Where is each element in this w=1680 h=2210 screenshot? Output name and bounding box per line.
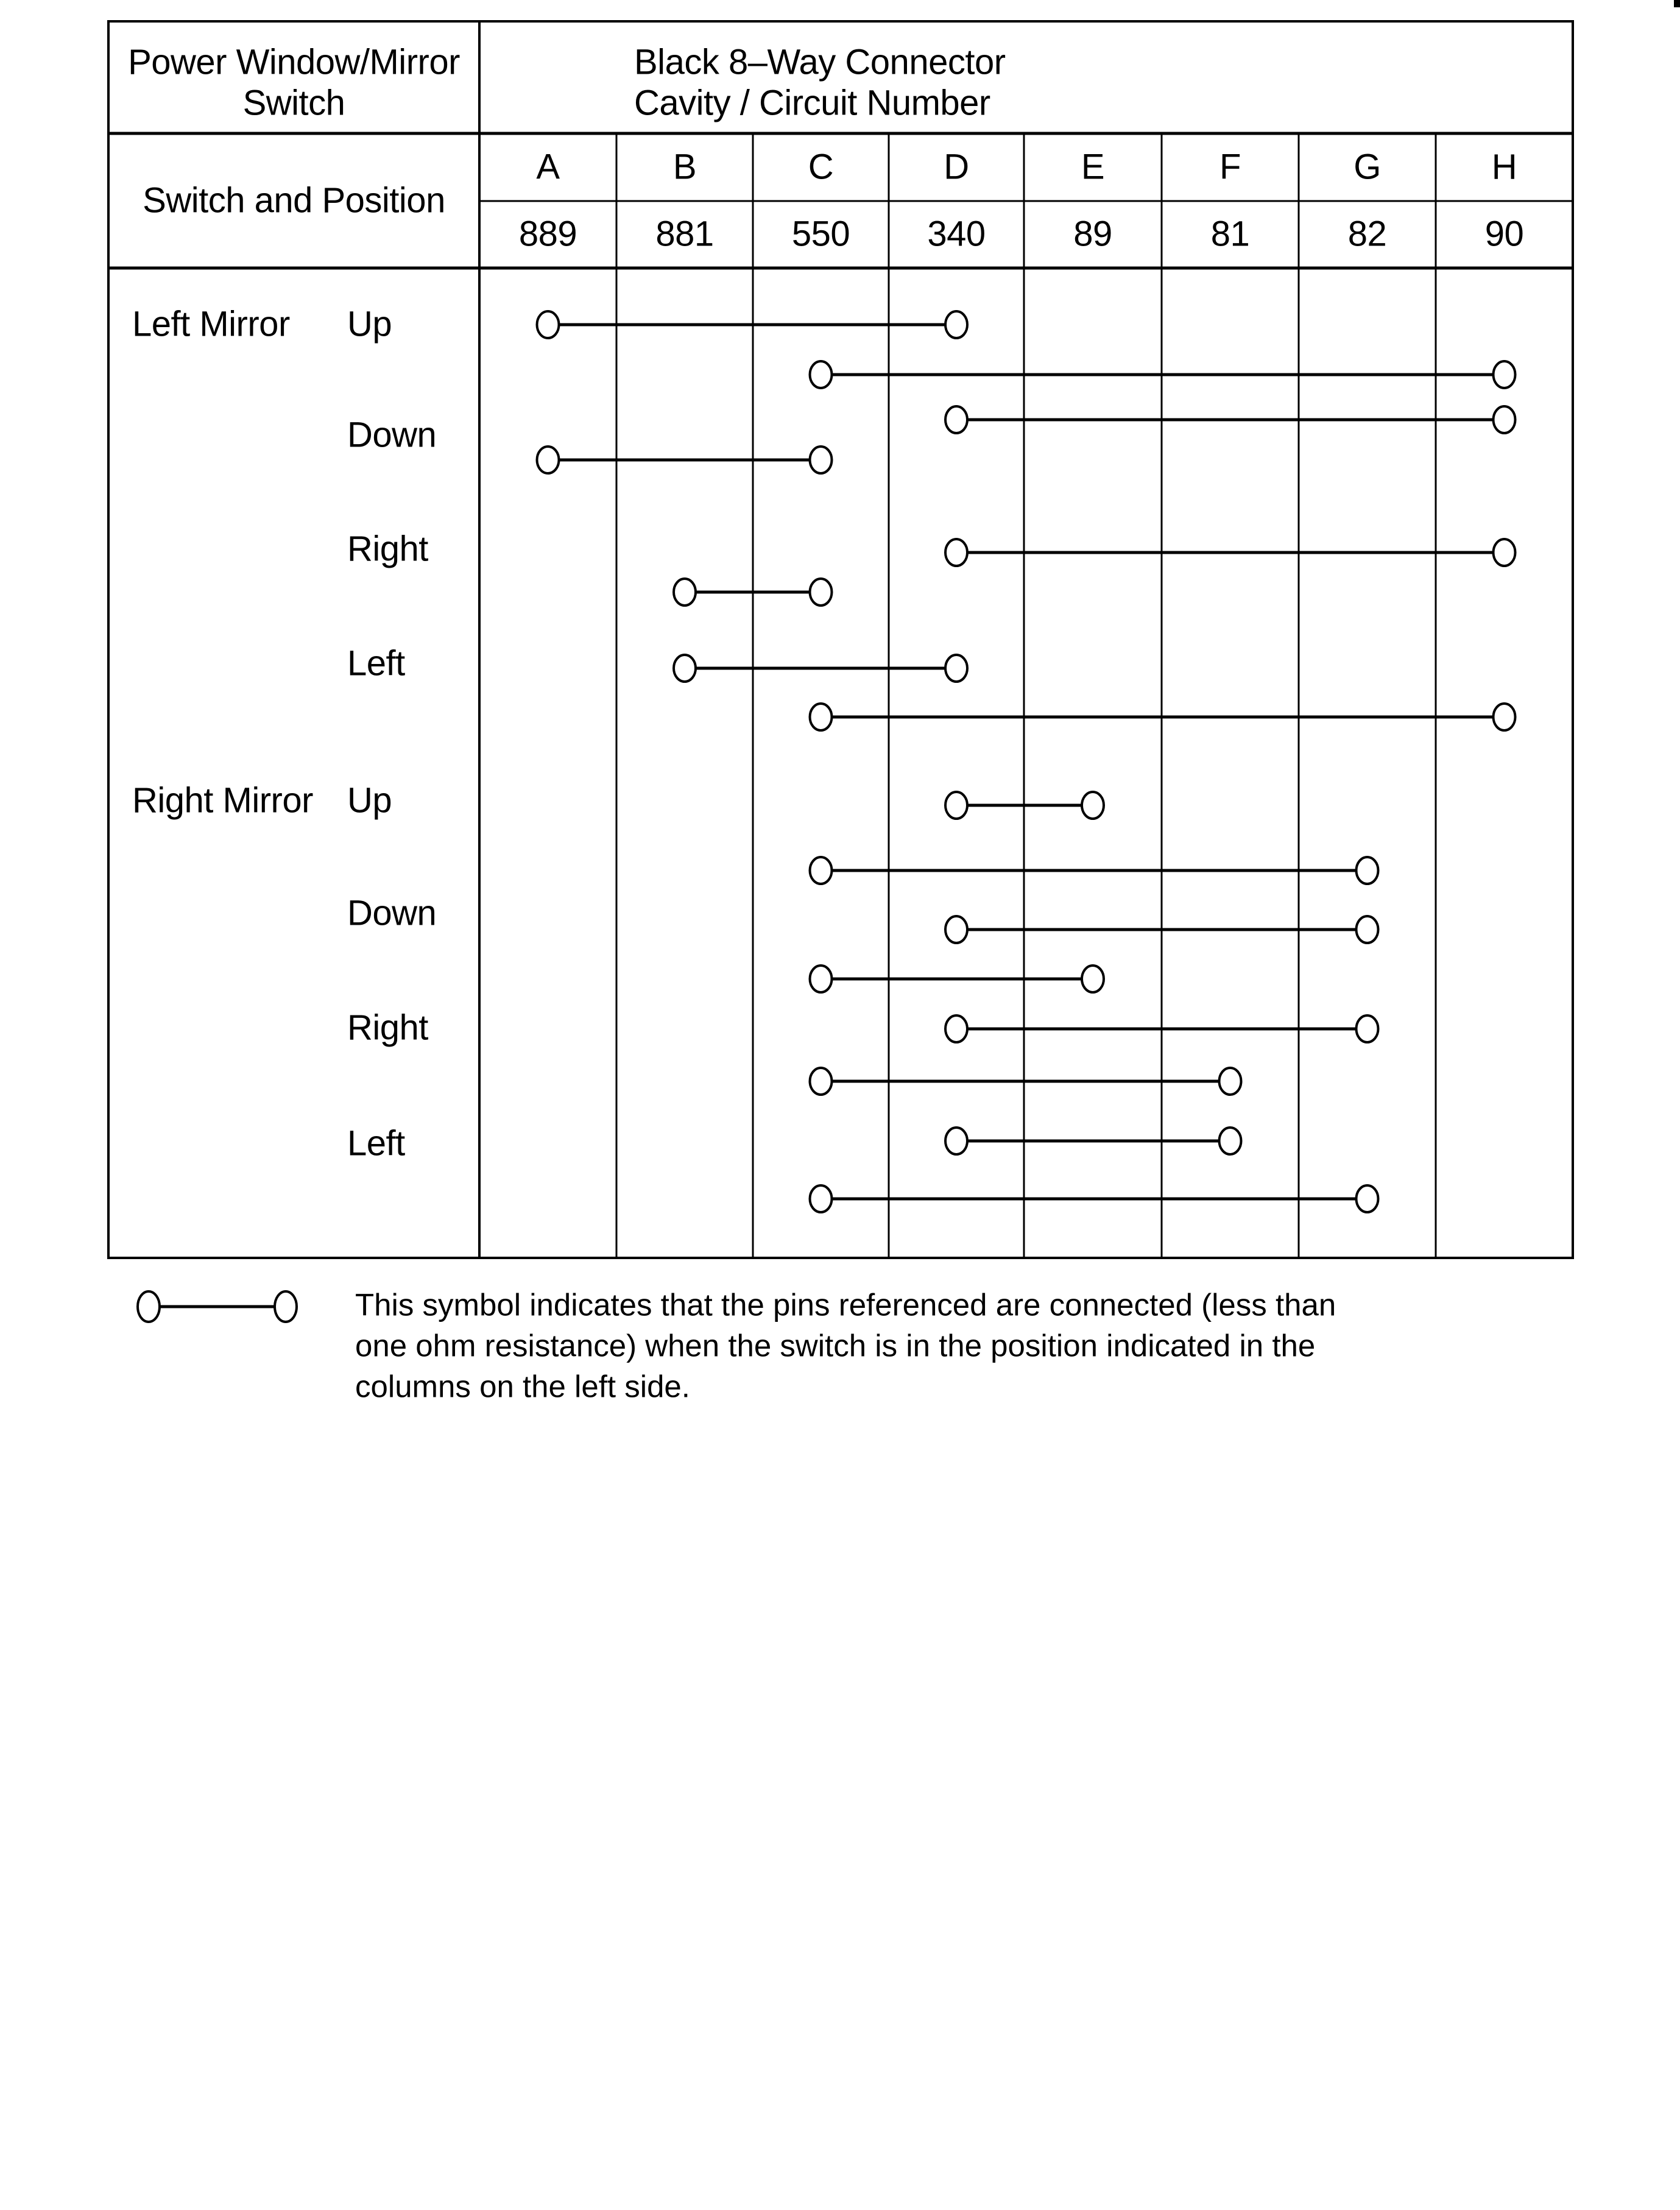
pin-circle-H [1494, 361, 1516, 388]
pin-circle-H [1494, 704, 1516, 730]
column-cavity-E: E [1081, 147, 1105, 187]
pin-circle-D [945, 1128, 967, 1154]
legend-pin-circle-left [138, 1291, 160, 1322]
column-circuit-B: 881 [655, 214, 714, 254]
pin-circle-B [674, 655, 696, 682]
position-label: Right [347, 1008, 428, 1048]
column-cavity-F: F [1219, 147, 1241, 187]
pin-circle-H [1494, 539, 1516, 566]
pin-circle-A [537, 447, 559, 473]
switch-group-label: Left Mirror [132, 304, 290, 344]
table-title-right-line2: Cavity / Circuit Number [634, 83, 990, 123]
position-label: Left [347, 1123, 405, 1163]
pin-circle-D [945, 916, 967, 943]
pin-circle-D [945, 1015, 967, 1042]
pin-circle-F [1219, 1068, 1241, 1095]
pin-circle-C [810, 1068, 832, 1095]
scan-artifact-mark [1674, 0, 1680, 7]
pin-circle-D [945, 406, 967, 433]
pin-circle-G [1357, 1185, 1378, 1212]
position-label: Right [347, 529, 428, 569]
pin-circle-E [1082, 966, 1104, 992]
legend-pin-circle-right [275, 1291, 297, 1322]
pin-circle-H [1494, 406, 1516, 433]
pin-circle-D [945, 655, 967, 682]
position-label: Down [347, 893, 437, 933]
column-circuit-F: 81 [1210, 214, 1250, 254]
table-title-left-line2: Switch [242, 83, 345, 123]
position-label: Down [347, 415, 437, 455]
legend-text-line3: columns on the left side. [355, 1369, 690, 1404]
pin-circle-C [810, 579, 832, 605]
position-label: Up [347, 304, 392, 344]
pin-circle-C [810, 447, 832, 473]
column-circuit-C: 550 [791, 214, 850, 254]
pin-circle-G [1357, 1015, 1378, 1042]
column-cavity-H: H [1491, 147, 1517, 187]
pin-circle-F [1219, 1128, 1241, 1154]
table-title-right-line1: Black 8–Way Connector [634, 42, 1006, 82]
column-circuit-A: 889 [518, 214, 577, 254]
switch-and-position-header: Switch and Position [143, 180, 445, 221]
column-cavity-C: C [808, 147, 834, 187]
legend-text-line1: This symbol indicates that the pins referenced are connected (less than [355, 1287, 1336, 1322]
table-title-left-line1: Power Window/Mirror [128, 42, 460, 82]
pin-circle-G [1357, 916, 1378, 943]
position-label: Up [347, 780, 392, 821]
pin-circle-C [810, 704, 832, 730]
legend-text-line2: one ohm resistance) when the switch is in the position indicated in the [355, 1328, 1316, 1363]
pin-circle-G [1357, 857, 1378, 884]
column-cavity-A: A [536, 147, 560, 187]
column-cavity-G: G [1354, 147, 1381, 187]
column-circuit-G: 82 [1347, 214, 1387, 254]
pin-circle-E [1082, 792, 1104, 819]
pin-circle-D [945, 311, 967, 338]
position-label: Left [347, 643, 405, 683]
pin-circle-D [945, 792, 967, 819]
column-circuit-H: 90 [1484, 214, 1524, 254]
column-circuit-D: 340 [927, 214, 986, 254]
pin-circle-C [810, 857, 832, 884]
column-cavity-B: B [672, 147, 697, 187]
pin-circle-C [810, 966, 832, 992]
pin-circle-D [945, 539, 967, 566]
column-cavity-D: D [944, 147, 969, 187]
column-circuit-E: 89 [1073, 214, 1112, 254]
pin-circle-C [810, 361, 832, 388]
pin-circle-C [810, 1185, 832, 1212]
pin-circle-B [674, 579, 696, 605]
switch-group-label: Right Mirror [132, 780, 313, 821]
pin-circle-A [537, 311, 559, 338]
